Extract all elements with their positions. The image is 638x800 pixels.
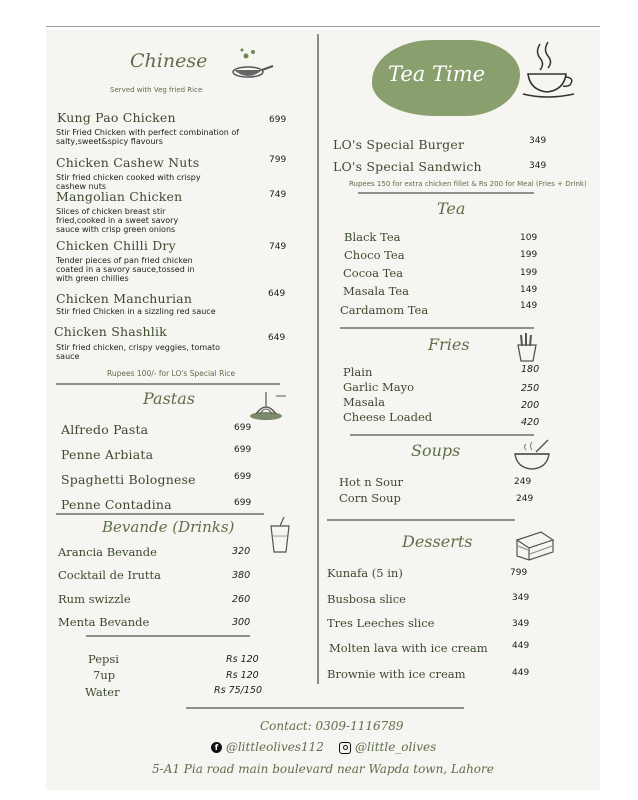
section-divider xyxy=(340,327,534,329)
menu-item-name: Chicken Cashew Nuts xyxy=(56,155,200,170)
menu-item-price: 649 xyxy=(268,333,286,343)
chinese-heading: Chinese xyxy=(130,50,208,72)
menu-item-price: 699 xyxy=(234,423,252,433)
menu-item-name: Choco Tea xyxy=(344,248,405,262)
tea-time-heading: Tea Time xyxy=(388,62,486,86)
menu-item-price: 199 xyxy=(520,250,538,260)
menu-item-price: 249 xyxy=(514,477,532,487)
menu-item-price: 449 xyxy=(512,668,530,678)
menu-item-desc: Tender pieces of pan fried chicken coated in a savory sauce,tossed in with green chillies xyxy=(56,256,195,283)
menu-item-name: Alfredo Pasta xyxy=(61,422,149,437)
menu-item-price: 749 xyxy=(269,190,287,200)
menu-item-name: Black Tea xyxy=(344,230,401,244)
menu-item-name: Arancia Bevande xyxy=(58,545,157,559)
menu-item-price: 349 xyxy=(512,593,530,603)
menu-item-desc: Stir fried Chicken in a sizzling red sauce xyxy=(56,307,216,316)
menu-item-name: Plain xyxy=(343,365,373,379)
menu-item-price: 420 xyxy=(521,417,540,428)
menu-item-price: 699 xyxy=(269,115,287,125)
menu-item-price: 300 xyxy=(232,617,251,628)
menu-item-price: Rs 120 xyxy=(226,654,259,665)
drink-glass-icon xyxy=(266,516,294,554)
menu-item-price: 249 xyxy=(516,494,534,504)
section-divider xyxy=(56,513,264,515)
menu-item-desc: Stir Fried Chicken with perfect combination of salty,sweet&spicy flavours xyxy=(56,128,240,146)
menu-item-name: Chicken Chilli Dry xyxy=(56,238,176,253)
menu-item-price: 260 xyxy=(232,594,251,605)
tea-time-note: Rupees 150 for extra chicken fillet & Rs 200 for Meal (Fries + Drink) xyxy=(349,180,587,188)
menu-item-price: 349 xyxy=(512,619,530,629)
chinese-subtitle: Served with Veg fried Rice xyxy=(110,86,203,94)
menu-item-price: 449 xyxy=(512,641,530,651)
menu-item-name: Garlic Mayo xyxy=(343,380,415,394)
chinese-note: Rupees 100/- for LO's Special Rice xyxy=(107,369,236,378)
section-divider xyxy=(350,434,534,436)
menu-item-name: 7up xyxy=(93,668,116,682)
facebook-handle[interactable]: @littleolives112 xyxy=(225,740,324,754)
menu-item-price: 349 xyxy=(529,161,547,171)
menu-item-name: Cocoa Tea xyxy=(343,266,404,280)
menu-item-price: 250 xyxy=(521,383,540,394)
coffee-cup-icon xyxy=(520,40,580,102)
social-links xyxy=(211,740,436,754)
address: 5-A1 Pia road main boulevard near Wapda town, Lahore xyxy=(152,762,494,776)
menu-item-name: Spaghetti Bolognese xyxy=(61,472,196,487)
menu-item-name: Molten lava with ice cream xyxy=(329,641,488,655)
menu-item-desc: Stir fried chicken cooked with crispy cashew nuts xyxy=(56,173,201,191)
menu-item-price: 320 xyxy=(232,546,251,557)
menu-item-name: Masala Tea xyxy=(343,284,410,298)
section-divider xyxy=(327,519,515,521)
menu-item-name: Brownie with ice cream xyxy=(327,667,466,681)
menu-item-name: Menta Bevande xyxy=(58,615,150,629)
menu-item-price: 749 xyxy=(269,242,287,252)
menu-item-price: 199 xyxy=(520,268,538,278)
menu-item-name: LO's Special Sandwich xyxy=(333,159,482,174)
menu-item-price: 180 xyxy=(521,364,540,375)
menu-item-name: Kunafa (5 in) xyxy=(327,566,403,580)
column-divider xyxy=(317,34,319,684)
pasta-plate-icon xyxy=(248,390,288,422)
facebook-icon: f xyxy=(211,742,222,753)
desserts-heading: Desserts xyxy=(402,532,473,551)
menu-item-price: Rs 120 xyxy=(226,670,259,681)
instagram-icon xyxy=(339,742,351,754)
menu-item-name: Tres Leeches slice xyxy=(327,616,435,630)
menu-item-name: Penne Contadina xyxy=(61,497,172,512)
menu-item-price: 699 xyxy=(234,472,252,482)
menu-item-desc: Stir fried chicken, crispy veggies, tomato sauce xyxy=(56,343,221,361)
menu-item-price: 649 xyxy=(268,289,286,299)
menu-item-name: Hot n Sour xyxy=(339,475,403,489)
cake-slice-icon xyxy=(513,528,557,562)
menu-item-name: Chicken Manchurian xyxy=(56,291,193,306)
top-border xyxy=(46,26,600,27)
menu-item-name: Chicken Shashlik xyxy=(54,324,167,339)
section-divider xyxy=(56,383,280,385)
fries-icon xyxy=(514,332,540,362)
menu-item-name: Cocktail de Irutta xyxy=(58,568,161,582)
bevande-heading: Bevande (Drinks) xyxy=(102,518,235,536)
menu-item-price: 149 xyxy=(520,301,538,311)
menu-item-price: 109 xyxy=(520,233,538,243)
menu-item-name: Rum swizzle xyxy=(58,592,131,606)
menu-item-name: Mangolian Chicken xyxy=(56,189,183,204)
menu-item-price: 799 xyxy=(269,155,287,165)
menu-item-desc: Slices of chicken breast stir fried,cooked in a sweet savory sauce with crisp green onions xyxy=(56,207,179,234)
menu-item-price: 699 xyxy=(234,498,252,508)
menu-item-name: Busbosa slice xyxy=(327,592,406,606)
menu-item-price: 349 xyxy=(529,136,547,146)
menu-item-name: Cardamom Tea xyxy=(340,303,429,317)
menu-item-price: 380 xyxy=(232,570,251,581)
tea-heading: Tea xyxy=(437,199,466,218)
soup-bowl-icon xyxy=(512,438,554,472)
instagram-handle[interactable]: @little_olives xyxy=(355,740,437,754)
pastas-heading: Pastas xyxy=(143,389,195,408)
menu-item-price: 699 xyxy=(234,445,252,455)
menu-item-name: LO's Special Burger xyxy=(333,137,465,152)
footer-divider xyxy=(186,707,464,709)
section-divider xyxy=(86,635,250,637)
menu-item-name: Kung Pao Chicken xyxy=(57,110,176,125)
menu-item-name: Pepsi xyxy=(88,652,119,666)
section-divider xyxy=(358,192,534,194)
menu-item-price: 200 xyxy=(521,400,540,411)
menu-item-name: Water xyxy=(85,685,120,699)
soups-heading: Soups xyxy=(411,441,461,460)
menu-item-price: 799 xyxy=(510,568,528,578)
menu-item-name: Corn Soup xyxy=(339,491,401,505)
menu-item-name: Cheese Loaded xyxy=(343,410,433,424)
menu-item-price: 149 xyxy=(520,285,538,295)
contact-phone: Contact: 0309-1116789 xyxy=(260,719,404,733)
menu-item-name: Masala xyxy=(343,395,385,409)
menu-item-name: Penne Arbiata xyxy=(61,447,154,462)
fries-heading: Fries xyxy=(428,335,470,354)
wok-icon xyxy=(228,44,274,84)
menu-item-price: Rs 75/150 xyxy=(214,685,262,696)
